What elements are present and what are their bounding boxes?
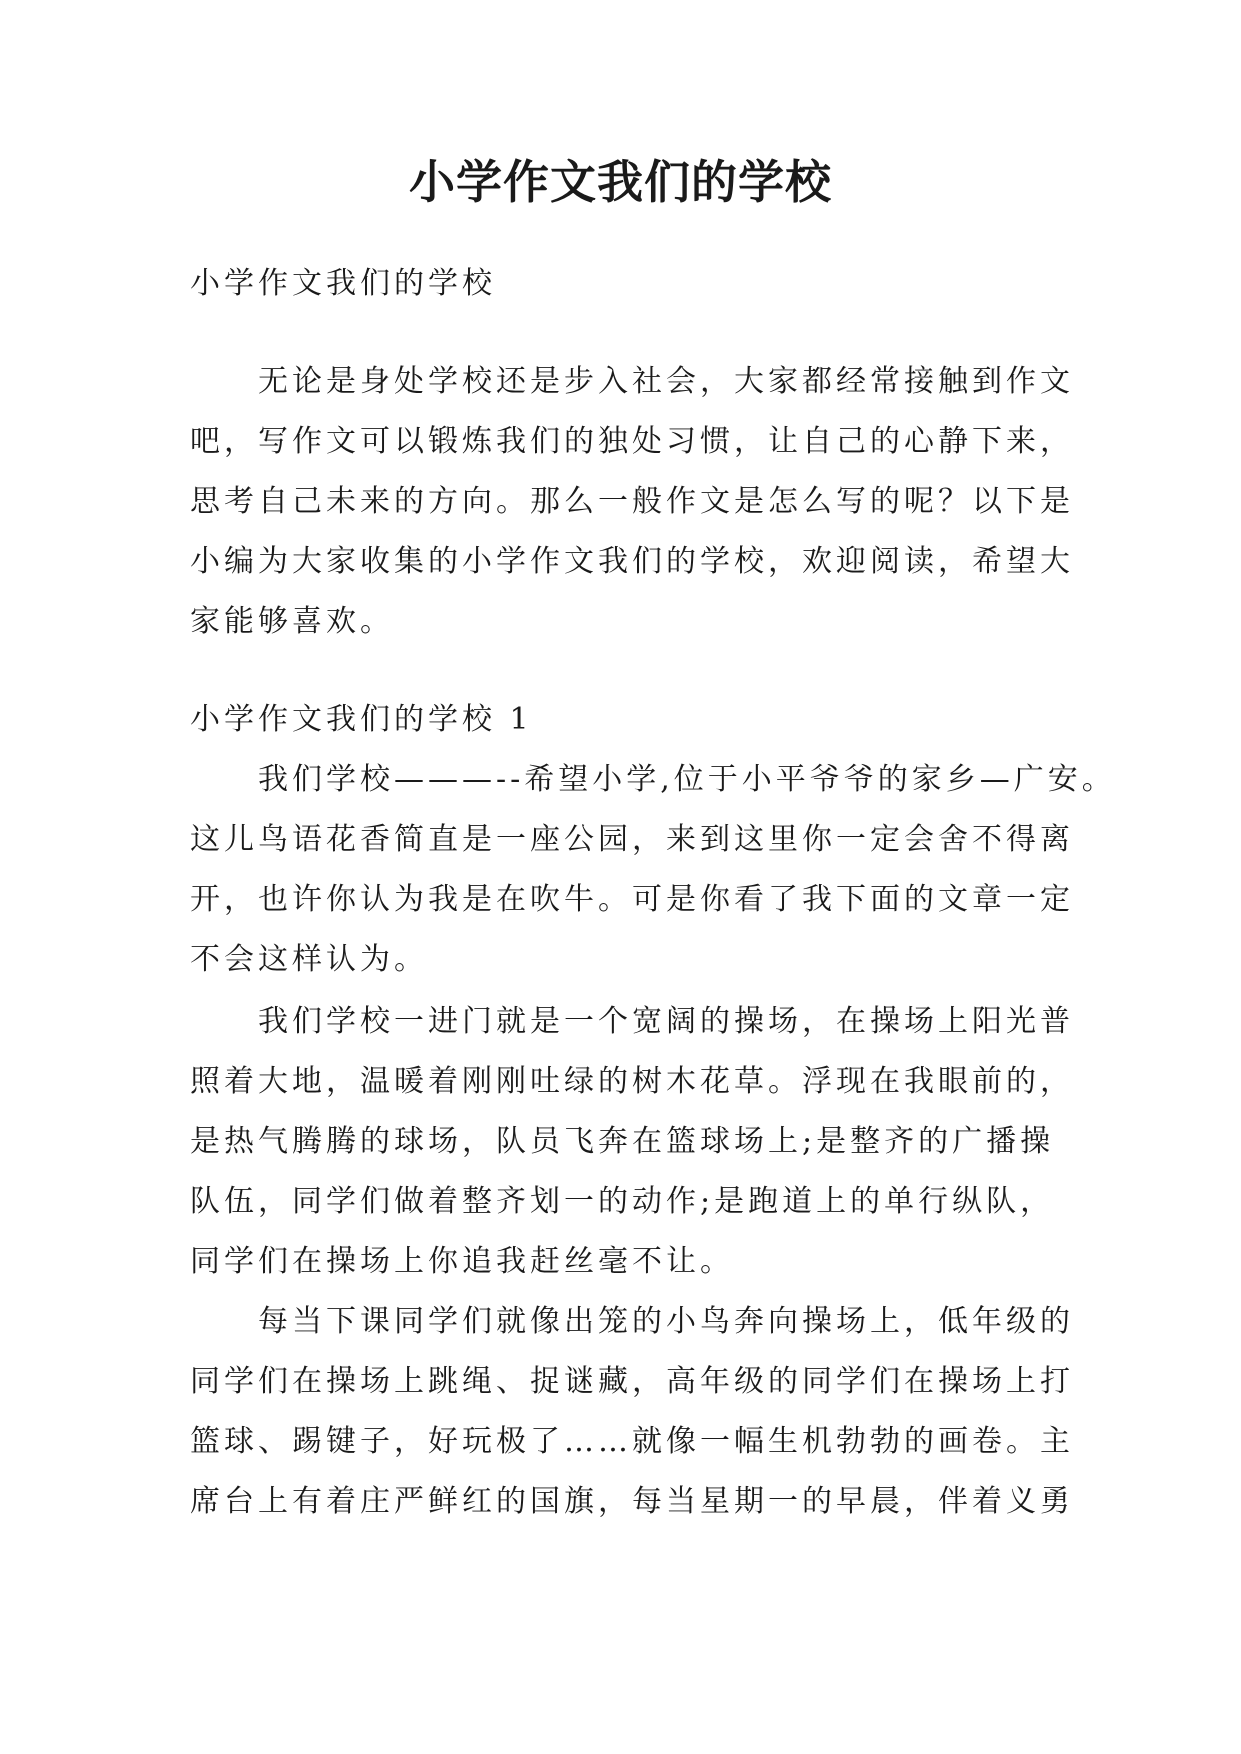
para3-line: 席台上有着庄严鲜红的国旗，每当星期一的早晨，伴着义勇 bbox=[190, 1484, 1074, 1519]
intro-line: 思考自己未来的方向。那么一般作文是怎么写的呢？以下是 bbox=[190, 484, 1074, 519]
intro-line: 家能够喜欢。 bbox=[190, 604, 394, 639]
para2-line: 队伍，同学们做着整齐划一的动作;是跑道上的单行纵队， bbox=[190, 1184, 1055, 1219]
document-title: 小学作文我们的学校 bbox=[409, 155, 832, 209]
para2-line: 同学们在操场上你追我赶丝毫不让。 bbox=[190, 1244, 734, 1279]
para3-line: 篮球、踢键子，好玩极了……就像一幅生机勃勃的画卷。主 bbox=[190, 1424, 1074, 1459]
para1-line: 开，也许你认为我是在吹牛。可是你看了我下面的文章一定 bbox=[190, 882, 1074, 917]
para3-line: 同学们在操场上跳绳、捉谜藏，高年级的同学们在操场上打 bbox=[190, 1364, 1074, 1399]
intro-line: 小编为大家收集的小学作文我们的学校，欢迎阅读，希望大 bbox=[190, 544, 1074, 579]
para1-line: 这儿鸟语花香简直是一座公园，来到这里你一定会舍不得离 bbox=[190, 822, 1074, 857]
section-heading: 小学作文我们的学校 1 bbox=[190, 702, 533, 737]
para1-line: 不会这样认为。 bbox=[190, 942, 428, 977]
para1-line: 我们学校———--希望小学,位于小平爷爷的家乡—广安。 bbox=[258, 762, 1116, 797]
document-subtitle: 小学作文我们的学校 bbox=[190, 266, 496, 301]
intro-line: 吧，写作文可以锻炼我们的独处习惯，让自己的心静下来， bbox=[190, 424, 1074, 459]
para2-line: 是热气腾腾的球场，队员飞奔在篮球场上;是整齐的广播操 bbox=[190, 1124, 1055, 1159]
para2-line: 照着大地，温暖着刚刚吐绿的树木花草。浮现在我眼前的， bbox=[190, 1064, 1074, 1099]
intro-line: 无论是身处学校还是步入社会，大家都经常接触到作文 bbox=[258, 364, 1074, 399]
para3-line: 每当下课同学们就像出笼的小鸟奔向操场上，低年级的 bbox=[258, 1304, 1074, 1339]
para2-line: 我们学校一进门就是一个宽阔的操场，在操场上阳光普 bbox=[258, 1004, 1074, 1039]
